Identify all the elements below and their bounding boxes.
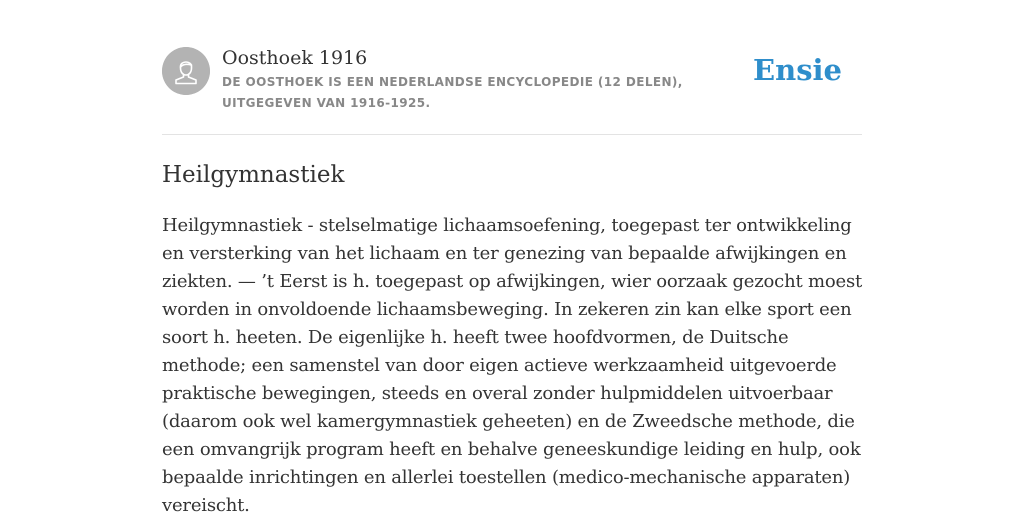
entry-body: Heilgymnastiek - stelselmatige lichaamsoefening, toegepast ter ontwikkeling en versterking van het lichaam en ter genezing van bepaalde afwijkingen en ziekten. — ’t Eerst is h. toegepast op afwijkingen, wier oorzaak gezocht moest worden in onvoldoende lichaamsbeweging. In zekeren zin kan elke sport een soort h. heeten. De eigenlijke h. heeft twee hoofdvormen, de Duitsche methode; een samenstel van door eigen actieve werkzaamheid uitgevoerde praktische bewegingen, steeds en overal zonder hulpmiddelen uitvoerbaar (daarom ook wel kamergymnastiek geheeten) en de Zweedsche methode, die een omvangrijk program heeft en behalve geneeskundige leiding en hulp, ook bepaalde inrichtingen en allerlei toestellen (medico-mechanische apparaten) vereischt.	[162, 215, 863, 516]
source-header	[162, 0, 862, 135]
avatar[interactable]	[162, 47, 210, 95]
source-description: DE OOSTHOEK IS EEN NEDERLANDSE ENCYCLOPEDIE (12 DELEN), UITGEGEVEN VAN 1916-1925.	[222, 75, 683, 110]
article-card	[162, 0, 863, 516]
ensie-logo[interactable]: Ensie	[753, 53, 842, 87]
entry-title: Heilgymnastiek	[162, 162, 345, 188]
user-silhouette-icon	[162, 47, 210, 95]
source-title[interactable]: Oosthoek 1916	[222, 47, 368, 69]
